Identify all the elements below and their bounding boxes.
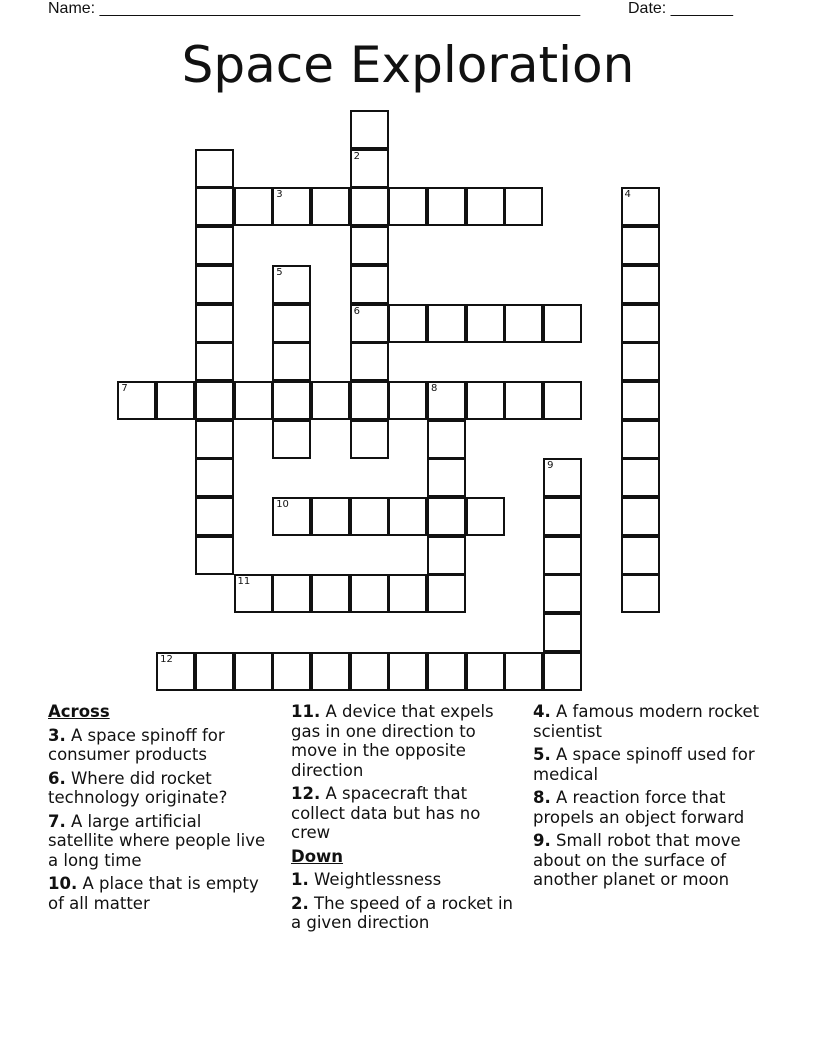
crossword-cell[interactable] <box>311 187 350 226</box>
clue-number: 7 <box>121 382 128 394</box>
crossword-cell[interactable] <box>195 381 234 420</box>
clue-across-10: 10. A place that is empty of all matter <box>48 874 259 913</box>
crossword-cell[interactable] <box>543 613 582 652</box>
clue-down-4: 4. A famous modern rocket scientist <box>533 702 760 741</box>
crossword-cell[interactable] <box>272 574 311 613</box>
crossword-cell[interactable] <box>504 652 543 691</box>
crossword-cell[interactable] <box>350 381 389 420</box>
crossword-cell[interactable] <box>272 265 311 304</box>
crossword-cell[interactable] <box>234 187 273 226</box>
clue-across-12: 12. A spacecraft that collect data but has no crew <box>291 784 481 842</box>
crossword-cell[interactable] <box>350 497 389 536</box>
crossword-cell[interactable] <box>427 497 466 536</box>
crossword-cell[interactable] <box>427 304 466 343</box>
clues-section <box>48 702 778 962</box>
crossword-cell[interactable] <box>311 652 350 691</box>
crossword-cell[interactable] <box>350 226 389 265</box>
crossword-cell[interactable] <box>350 265 389 304</box>
crossword-cell[interactable] <box>388 381 427 420</box>
crossword-cell[interactable] <box>272 187 311 226</box>
crossword-cell[interactable] <box>311 574 350 613</box>
clue-number: 5 <box>276 266 283 278</box>
crossword-cell[interactable] <box>272 497 311 536</box>
crossword-cell[interactable] <box>621 381 660 420</box>
crossword-cell[interactable] <box>350 149 389 188</box>
crossword-cell[interactable] <box>543 381 582 420</box>
clues-column-2 <box>291 702 513 937</box>
clue-number: 2 <box>353 150 360 162</box>
clue-down-2: 2. The speed of a rocket in a given direction <box>291 893 513 932</box>
crossword-cell[interactable] <box>350 420 389 459</box>
crossword-cell[interactable] <box>621 420 660 459</box>
clue-across-3: 3. A space spinoff for consumer products <box>48 725 225 764</box>
crossword-cell[interactable] <box>466 652 505 691</box>
crossword-cell[interactable] <box>621 497 660 536</box>
crossword-cell[interactable] <box>272 420 311 459</box>
clue-down-5: 5. A space spinoff used for medical <box>533 745 755 784</box>
clue-number: 12 <box>160 653 173 665</box>
clue-number: 3 <box>276 189 283 201</box>
crossword-cell[interactable] <box>350 342 389 381</box>
crossword-cell[interactable] <box>195 304 234 343</box>
clue-number: 9 <box>547 460 554 472</box>
crossword-cell[interactable] <box>195 149 234 188</box>
crossword-cell[interactable] <box>156 652 195 691</box>
crossword-cell[interactable] <box>427 381 466 420</box>
clue-number: 10 <box>276 499 289 510</box>
crossword-cell[interactable] <box>272 342 311 381</box>
crossword-cell[interactable] <box>195 265 234 304</box>
crossword-cell[interactable] <box>543 304 582 343</box>
crossword-cell[interactable] <box>195 420 234 459</box>
crossword-cell[interactable] <box>388 497 427 536</box>
crossword-cell[interactable] <box>543 574 582 613</box>
date-field: Date: _______ <box>628 0 733 17</box>
crossword-cell[interactable] <box>195 187 234 226</box>
crossword-cell[interactable] <box>543 652 582 691</box>
clue-number: 11 <box>237 576 251 588</box>
crossword-cell[interactable] <box>272 304 311 343</box>
clues-column-1 <box>48 702 270 917</box>
crossword-cell[interactable] <box>350 187 389 226</box>
crossword-cell[interactable] <box>621 342 660 381</box>
clues-column-3 <box>533 702 773 894</box>
crossword-cell[interactable] <box>388 574 427 613</box>
clue-down-8: 8. A reaction force that propels an object forward <box>533 788 745 827</box>
crossword-cell[interactable] <box>195 226 234 265</box>
crossword-cell[interactable] <box>195 652 234 691</box>
clue-number: 8 <box>431 382 438 394</box>
crossword-cell[interactable] <box>195 342 234 381</box>
crossword-cell[interactable] <box>272 381 311 420</box>
crossword-cell[interactable] <box>543 458 582 497</box>
page-title: Space Exploration <box>181 36 635 94</box>
crossword-cell[interactable] <box>272 652 311 691</box>
across-heading: Across <box>48 702 110 721</box>
down-heading: Down <box>291 846 344 866</box>
crossword-cell[interactable] <box>350 304 389 343</box>
clue-number: 4 <box>624 189 631 201</box>
crossword-cell[interactable] <box>621 458 660 497</box>
crossword-cell[interactable] <box>311 381 350 420</box>
crossword-cell[interactable] <box>388 304 427 343</box>
crossword-cell[interactable] <box>621 574 660 613</box>
clue-across-11: 11. A device that expels gas in one direction to move in the opposite direction <box>291 702 494 780</box>
crossword-cell[interactable] <box>543 497 582 536</box>
crossword-cell[interactable] <box>156 381 195 420</box>
crossword-cell[interactable] <box>234 574 273 613</box>
clue-down-1: 1. Weightlessness <box>291 870 442 889</box>
crossword-cell[interactable] <box>388 652 427 691</box>
crossword-cell[interactable] <box>621 265 660 304</box>
crossword-cell[interactable] <box>234 652 273 691</box>
crossword-cell[interactable] <box>504 381 543 420</box>
crossword-cell[interactable] <box>311 497 350 536</box>
clue-number: 6 <box>353 305 360 317</box>
crossword-cell[interactable] <box>388 187 427 226</box>
crossword-cell[interactable] <box>621 187 660 226</box>
crossword-cell[interactable] <box>427 536 466 575</box>
clue-down-9: 9. Small robot that move about on the surface of another planet or moon <box>533 831 741 889</box>
crossword-cell[interactable] <box>466 304 505 343</box>
crossword-cell[interactable] <box>466 497 505 536</box>
crossword-cell[interactable] <box>234 381 273 420</box>
crossword-cell[interactable] <box>466 187 505 226</box>
crossword-cell[interactable] <box>427 420 466 459</box>
crossword-cell[interactable] <box>427 574 466 613</box>
crossword-cell[interactable] <box>195 458 234 497</box>
crossword-cell[interactable] <box>466 381 505 420</box>
crossword-cell[interactable] <box>350 110 389 149</box>
crossword-cell[interactable] <box>427 187 466 226</box>
crossword-cell[interactable] <box>427 458 466 497</box>
clue-across-6: 6. Where did rocket technology originate? <box>48 768 228 807</box>
crossword-cell[interactable] <box>621 536 660 575</box>
crossword-cell[interactable] <box>117 381 156 420</box>
crossword-cell[interactable] <box>350 652 389 691</box>
crossword-cell[interactable] <box>504 187 543 226</box>
crossword-cell[interactable] <box>543 536 582 575</box>
crossword-cell[interactable] <box>427 652 466 691</box>
crossword-cell[interactable] <box>504 304 543 343</box>
crossword-cell[interactable] <box>195 536 234 575</box>
crossword-cell[interactable] <box>621 304 660 343</box>
clue-across-7: 7. A large artificial satellite where people live a long time <box>48 811 266 870</box>
crossword-cell[interactable] <box>350 574 389 613</box>
crossword-cell[interactable] <box>195 497 234 536</box>
name-field: Name: ______________________________________________________ <box>48 0 581 17</box>
crossword-cell[interactable] <box>621 226 660 265</box>
